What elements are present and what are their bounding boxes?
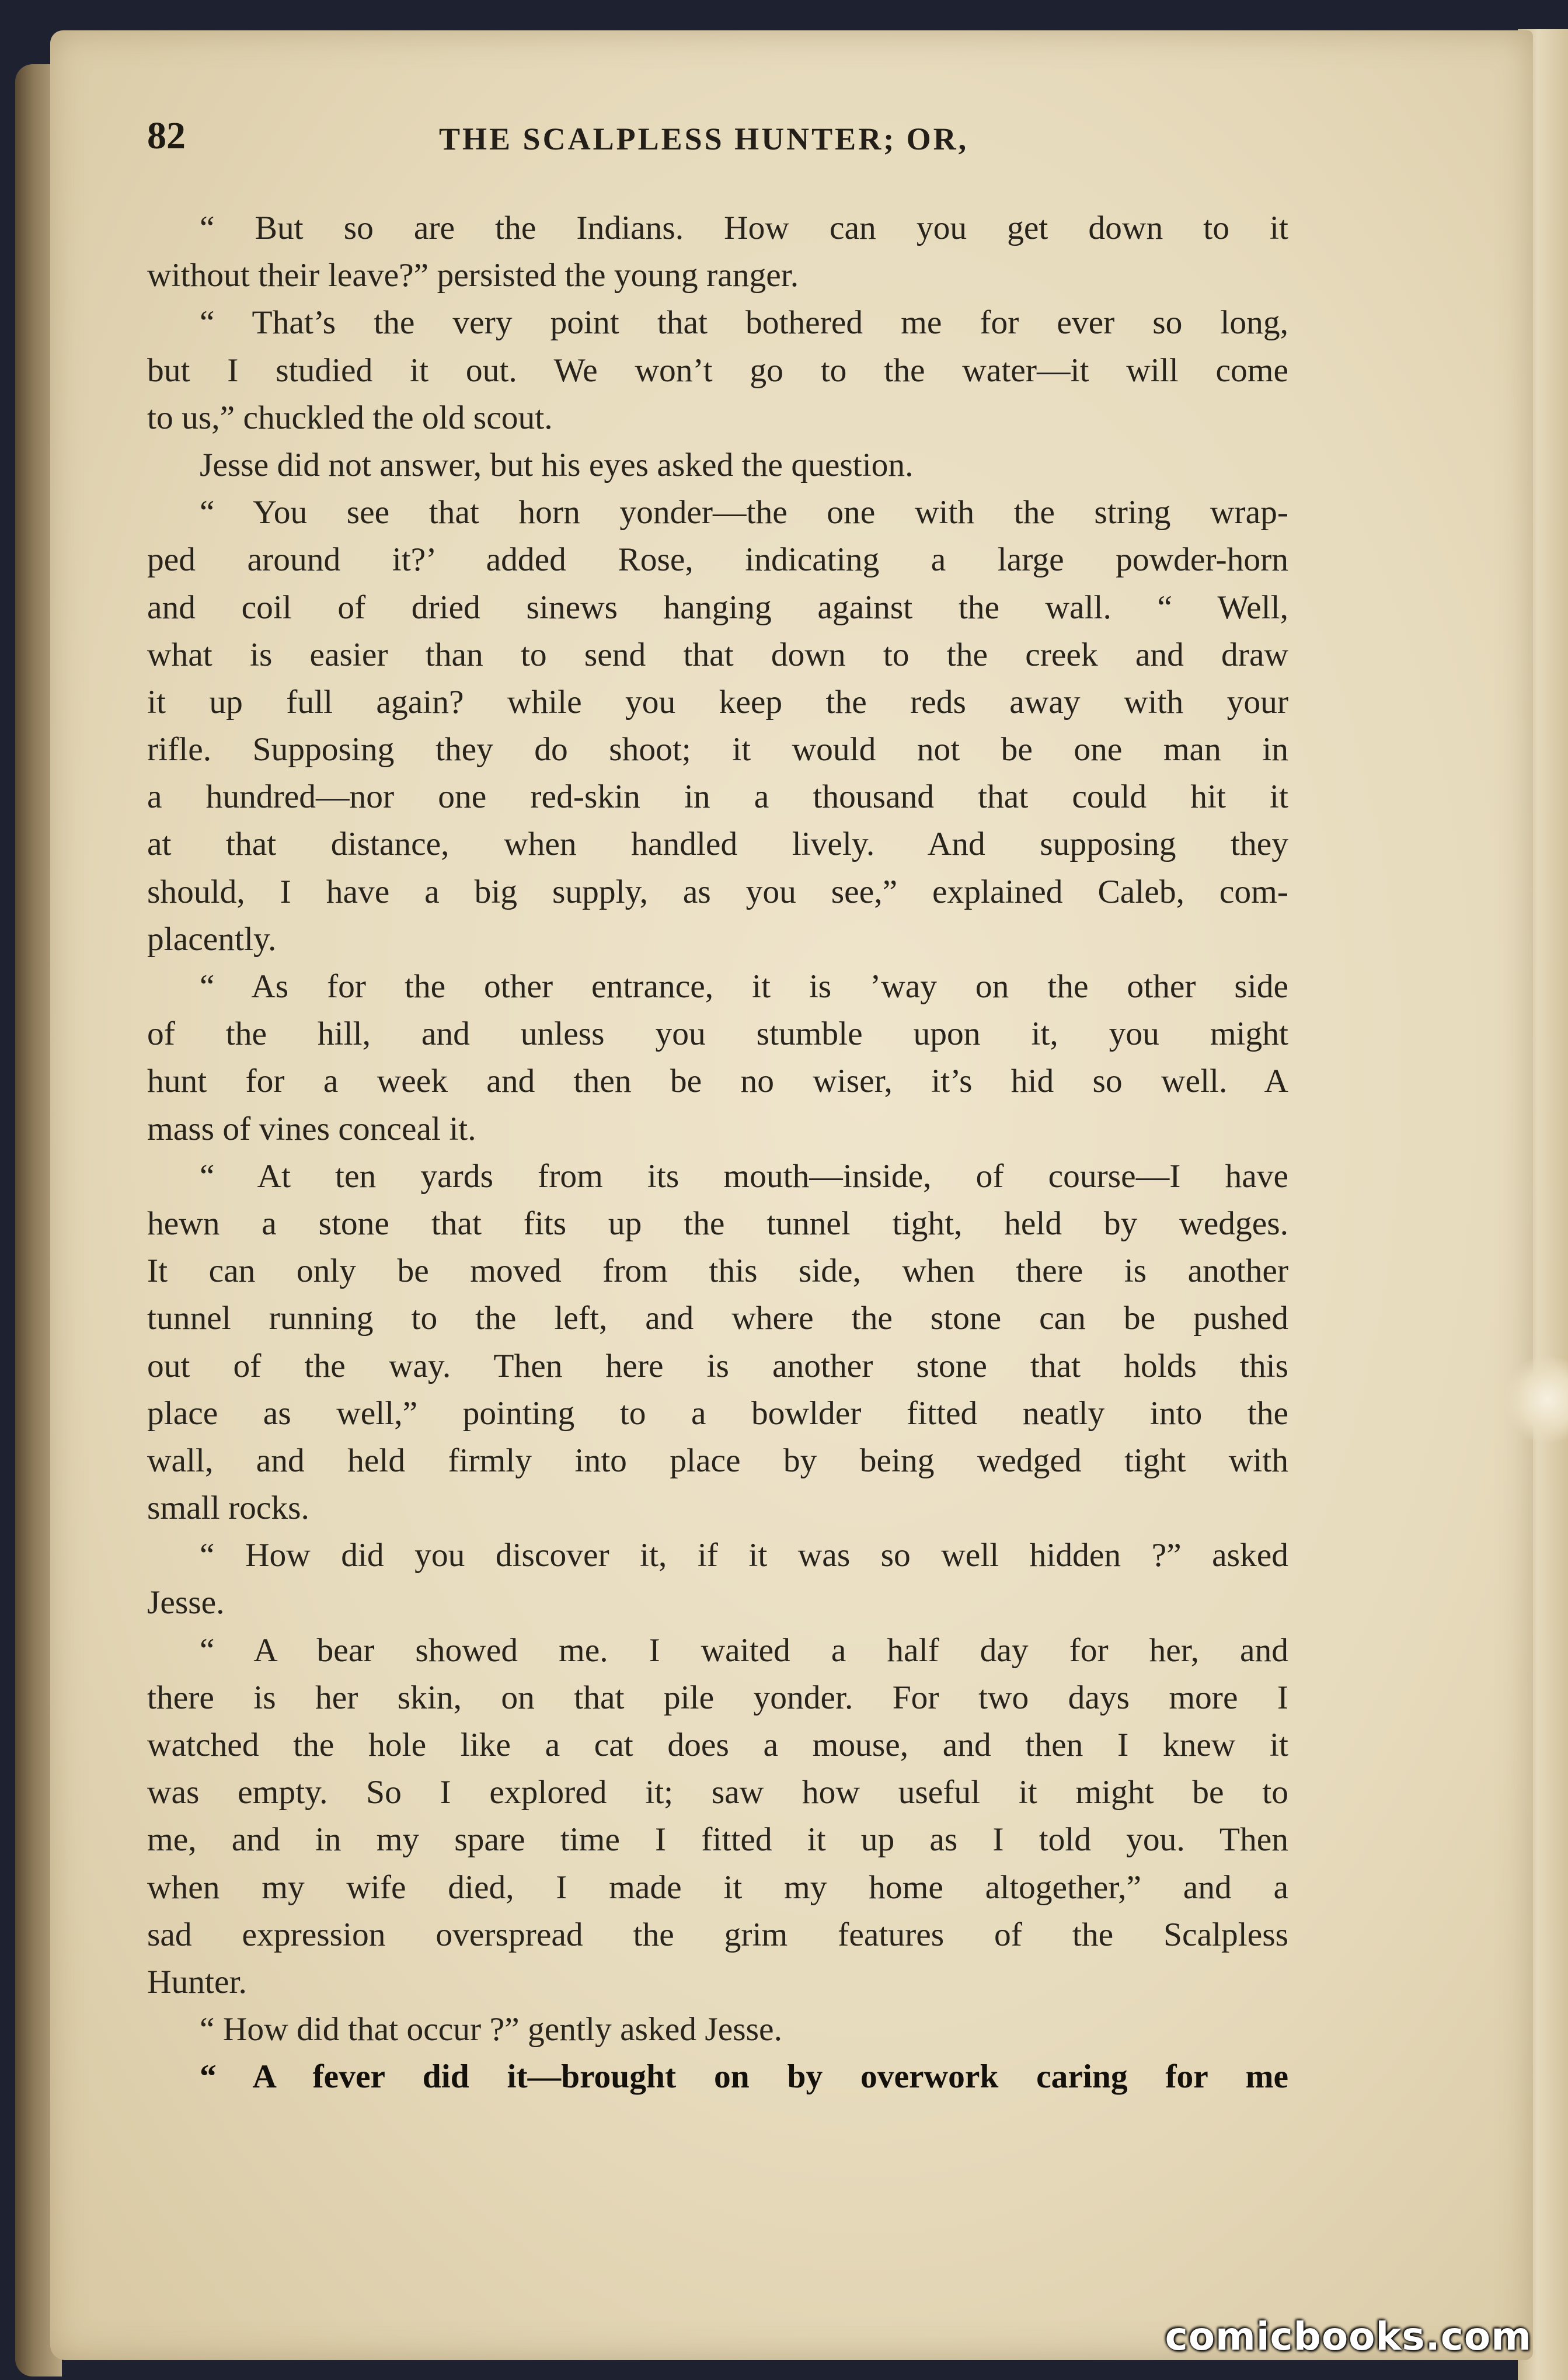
text-line: placently. xyxy=(147,920,277,958)
text-line: without their leave?” persisted the young ranger. xyxy=(147,257,799,294)
running-head xyxy=(147,114,1315,166)
text-line: “ At ten yards from its mouth—inside, of course—I have xyxy=(200,1157,1288,1195)
text-line: “ You see that horn yonder—the one with the string wrap- xyxy=(200,494,1288,531)
text-line: wall, and held firmly into place by being wedged tight with xyxy=(147,1442,1288,1479)
page-tear-mark xyxy=(1504,1356,1568,1443)
running-head-title: THE SCALPLESS HUNTER; OR, xyxy=(439,121,969,156)
text-line: Hunter. xyxy=(147,1963,247,2000)
text-line: sad expression overspread the grim features of the Scalpless xyxy=(147,1916,1288,1953)
text-line: “ That’s the very point that bothered me for ever so long, xyxy=(200,304,1288,342)
text-line: hunt for a week and then be no wiser, it’s hid so well. A xyxy=(147,1063,1288,1100)
text-line: “ A bear showed me. I waited a half day for her, and xyxy=(200,1631,1288,1669)
text-line: mass of vines conceal it. xyxy=(147,1110,476,1147)
text-line: It can only be moved from this side, when there is another xyxy=(147,1252,1288,1290)
text-line: me, and in my spare time I fitted it up as I told you. Then xyxy=(147,1821,1288,1859)
page-number: 82 xyxy=(147,114,186,157)
text-line: “ How did that occur ?” gently asked Jesse. xyxy=(200,2011,782,2048)
text-line: to us,” chuckled the old scout. xyxy=(147,399,553,436)
text-line: “ But so are the Indians. How can you get down to it xyxy=(200,210,1288,246)
text-line: at that distance, when handled lively. And supposing they xyxy=(147,826,1288,863)
text-line: rifle. Supposing they do shoot; it would not be one man in xyxy=(147,731,1288,768)
text-line: when my wife died, I made it my home altogether,” and a xyxy=(147,1868,1288,1906)
text-line: was empty. So I explored it; saw how useful it might be to xyxy=(147,1774,1288,1811)
text-line: Jesse did not answer, but his eyes asked the question. xyxy=(200,446,914,483)
body-text xyxy=(147,204,1288,2101)
text-line: of the hill, and unless you stumble upon it, you might xyxy=(147,1015,1288,1053)
site-watermark: comicbooks.com xyxy=(1165,2314,1532,2359)
text-line: tunnel running to the left, and where the stone can be pushed xyxy=(147,1300,1288,1337)
text-line: and coil of dried sinews hanging against the wall. “ Well, xyxy=(147,589,1288,626)
text-line: should, I have a big supply, as you see,” explained Caleb, com- xyxy=(147,873,1288,910)
text-line: “ A fever did it—brought on by overwork caring for me xyxy=(200,2058,1288,2096)
text-line: watched the hole like a cat does a mouse, and then I knew it xyxy=(147,1727,1288,1763)
text-line: ped around it?’ added Rose, indicating a large powder-horn xyxy=(147,541,1288,579)
text-line: out of the way. Then here is another stone that holds this xyxy=(147,1347,1288,1384)
text-line: “ As for the other entrance, it is ’way on the other side xyxy=(200,968,1288,1005)
text-line: but I studied it out. We won’t go to the water—it will come xyxy=(147,352,1288,389)
text-line: “ How did you discover it, if it was so well hidden ?” asked xyxy=(200,1537,1288,1574)
text-line: there is her skin, on that pile yonder. For two days more I xyxy=(147,1679,1288,1716)
text-line: what is easier than to send that down to the creek and draw xyxy=(147,636,1288,673)
text-line: small rocks. xyxy=(147,1490,309,1527)
text-line: place as well,” pointing to a bowlder fitted neatly into the xyxy=(147,1394,1288,1432)
text-line: a hundred—nor one red-skin in a thousand that could hit it xyxy=(147,778,1288,816)
text-line: Jesse. xyxy=(147,1584,225,1622)
text-line: it up full again? while you keep the reds away with your xyxy=(147,683,1288,721)
text-line: hewn a stone that fits up the tunnel tight, held by wedges. xyxy=(147,1205,1288,1242)
